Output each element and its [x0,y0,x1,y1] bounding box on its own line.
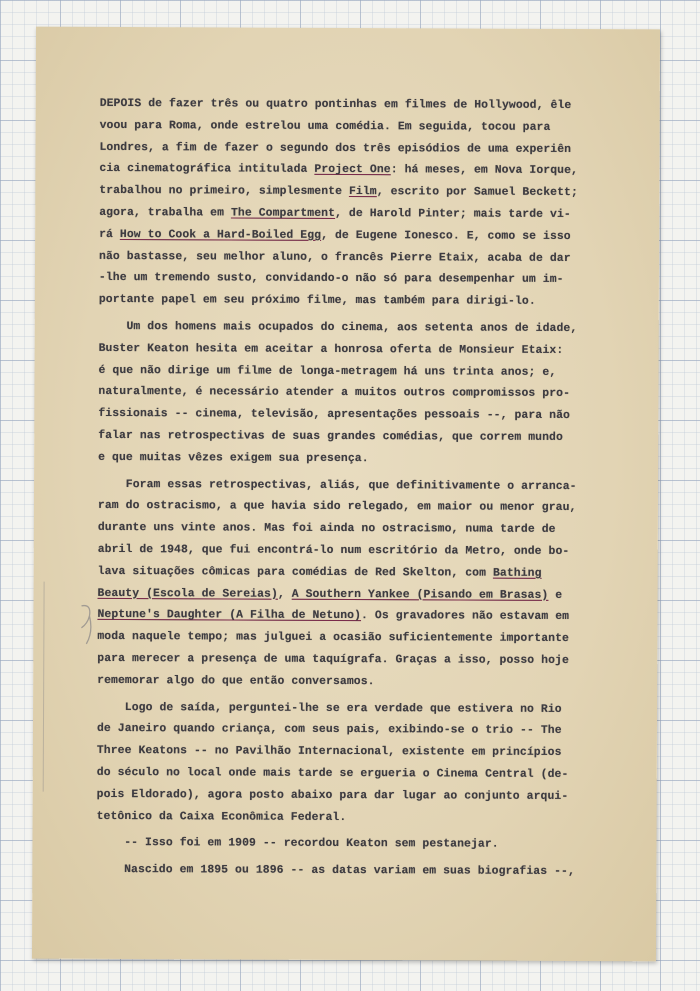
text-line: não bastasse, seu melhor aluno, o francês Pierre Etaix, acaba de dar [99,250,571,265]
text-line: fissionais -- cinema, televisão, apresentações pessoais --, para não [98,408,570,423]
pencil-margin-mark [43,582,48,792]
underlined-title: Bathing [492,567,542,580]
text-line: voou para Roma, onde estrelou uma comédia. Em seguida, tocou para [99,119,551,134]
text-line: moda naquele tempo; mas julguei a ocasião suficientemente importante [97,631,570,646]
text-line: naturalmente, é necessário atender a muitos outros compromissos pro- [98,386,571,401]
text-line: cia cinematográfica intitulada Project One: há meses, em Nova Iorque, [99,163,579,178]
text-line: Um dos homens mais ocupados do cinema, aos setenta anos de idade, [98,320,578,335]
text-line: rememorar algo do que então conversamos. [97,674,375,688]
text-line: de Janeiro quando criança, com seus pais, exibindo-se o trio -- The [96,723,562,738]
text-line: rá How to Cook a Hard-Boiled Egg, de Eugene Ionesco. E, como se isso [99,228,571,243]
text-line: lava situações cômicas para comédias de Red Skelton, com Bathing [97,565,542,580]
document-body [96,94,619,884]
text-line: abril de 1948, que fui encontrá-lo num escritório da Metro, onde bo- [97,543,570,558]
text-line: para merecer a presença de uma taquígrafa. Graças a isso, posso hoje [97,652,569,667]
text-line: DEPOIS de fazer três ou quatro pontinhas em filmes de Hollywood, êle [99,97,572,112]
underlined-title: How to Cook a Hard-Boiled Egg [119,228,322,242]
text-line: -lhe um tremendo susto, convidando-o não só para desempenhar um im- [98,272,564,287]
text-line: ram do ostracismo, a que havia sido relegado, em maior ou menor grau, [97,500,577,515]
text-line: trabalhou no primeiro, simplesmente Film, escrito por Samuel Beckett; [99,185,578,200]
underlined-title: The Compartment [230,207,336,220]
underlined-title: Beauty (Escola de Sereias) [97,587,278,601]
text-line: Foram essas retrospectivas, aliás, que definitivamente o arranca- [98,478,577,493]
text-line: pois Eldorado), agora posto abaixo para dar lugar ao conjunto arqui- [96,788,569,803]
text-line: é que não dirige um filme de longa-metragem há uns trinta anos; e, [98,364,557,379]
text-line: Neptune's Daughter (A Filha de Netuno). Os gravadores não estavam em [97,609,570,624]
text-line: Londres, a fim de fazer o segundo dos três episódios de uma experiên [99,141,572,156]
text-line: agora, trabalha em The Compartment, de Harold Pinter; mais tarde vi- [99,206,571,221]
text-line: Three Keatons -- no Pavilhão Internacional, existente em princípios [96,745,562,760]
text-line: Logo de saída, perguntei-lhe se era verdade que estivera no Rio [97,701,562,716]
text-line: tetônico da Caixa Econômica Federal. [96,810,347,824]
text-line: portante papel em seu próximo filme, mas também para dirigi-lo. [98,294,536,308]
text-line: Buster Keaton hesita em aceitar a honrosa oferta de Monsieur Etaix: [98,342,564,357]
text-line: -- Isso foi em 1909 -- recordou Keaton sem pestanejar. [96,837,499,851]
underlined-title: Project One [314,164,391,177]
text-line: do século no local onde mais tarde se ergueria o Cinema Central (de- [96,766,569,781]
text-line: Nascido em 1895 ou 1896 -- as datas variam em suas biografias --, [96,864,575,879]
typewritten-page [32,27,660,962]
text-line: durante uns vinte anos. Mas foi ainda no ostracismo, numa tarde de [97,522,556,537]
text-line: Beauty (Escola de Sereias), A Southern Yankee (Pisando em Brasas) e [97,587,563,602]
text-line: falar nas retrospectivas de suas grandes comédias, que correm mundo [98,429,563,444]
underlined-title: A Southern Yankee (Pisando em Brasas) [291,588,549,602]
underlined-title: Film [348,186,377,199]
text-line: e que muitas vêzes exigem sua presença. [98,451,369,465]
underlined-title: Neptune's Daughter (A Filha de Netuno) [97,609,362,623]
pencil-annotation [77,602,99,647]
